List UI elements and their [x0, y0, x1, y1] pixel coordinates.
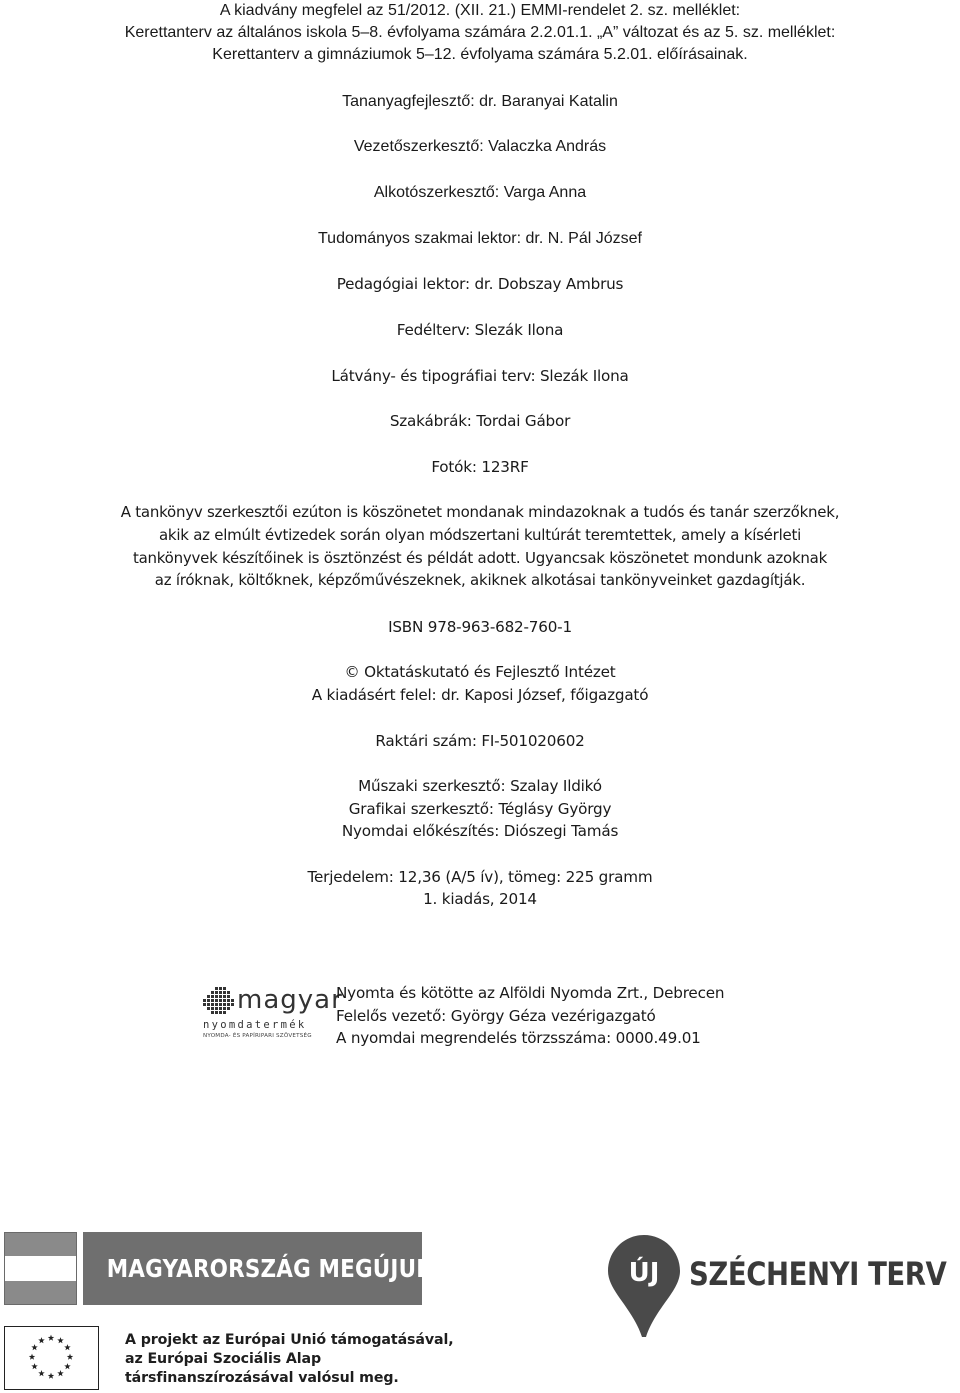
magyar-nyomdatermek-logo	[203, 985, 343, 1045]
mnt-word: magyar	[237, 985, 343, 1015]
eu-star	[31, 1344, 37, 1350]
editor-technical: Műszaki szerkesztő: Szalay Ildikó	[358, 777, 602, 795]
extent-size: Terjedelem: 12,36 (A/5 ív), tömeg: 225 gramm	[307, 868, 653, 886]
eu-star	[48, 1373, 54, 1379]
credit-vezeto: Vezetőszerkesztő: Valaczka András	[353, 138, 607, 155]
publisher-responsible: A kiadásért felel: dr. Kaposi József, főigazgató	[311, 686, 649, 704]
eu-funding-line-1: A projekt az Európai Unió támogatásával,	[125, 1332, 454, 1348]
stock-number: Raktári szám: FI-501020602	[375, 732, 585, 750]
eu-star	[29, 1354, 35, 1360]
decree-line-2: Kerettanterv az általános iskola 5–8. évfolyama számára 2.2.01.1. „A” változat és az 5. sz. melléklet:	[124, 24, 836, 41]
editor-prepress: Nyomdai előkészítés: Diószegi Tamás	[341, 822, 619, 840]
acknowledgement-line-4: az íróknak, költőknek, képzőművészeknek, akiknek alkotásai tankönyveinket gazdagítják.	[154, 571, 806, 589]
isbn: ISBN 978-963-682-760-1	[388, 618, 572, 636]
magyarorszag-megujul-banner	[83, 1232, 431, 1305]
credit-alkoto: Alkotószerkesztő: Varga Anna	[373, 184, 587, 201]
hungarian-flag-icon	[4, 1232, 77, 1305]
printing-manager: Felelős vezető: György Géza vezérigazgató	[336, 1006, 656, 1025]
eu-star	[67, 1354, 73, 1360]
credit-fotok: Fotók: 123RF	[431, 458, 529, 476]
print-grid-icon	[203, 987, 235, 1017]
eu-star	[31, 1363, 37, 1369]
eu-star	[38, 1337, 44, 1343]
mnt-tiny: NYOMDA- ÉS PAPÍRIPARI SZÖVETSÉG	[203, 1033, 312, 1039]
eu-flag	[4, 1326, 99, 1390]
magyarorszag-megujul-text: MAGYARORSZÁG MEGÚJUL	[106, 1254, 431, 1283]
printing-info	[336, 982, 724, 1050]
eu-star	[64, 1363, 70, 1369]
eu-funding-line-2: az Európai Szociális Alap	[125, 1351, 322, 1367]
eu-star	[57, 1337, 63, 1343]
uj-badge-text: ÚJ	[628, 1258, 660, 1288]
acknowledgement-line-1: A tankönyv szerkesztői ezúton is köszönetet mondanak mindazoknak a tudós és tanár szerzőknek,	[120, 503, 840, 521]
printing-printer: Nyomta és kötötte az Alföldi Nyomda Zrt., Debrecen	[336, 984, 725, 1002]
printing-order-number: A nyomdai megrendelés törzsszáma: 0000.49.01	[336, 1029, 701, 1047]
szechenyi-terv-text: SZÉCHENYI TERV	[689, 1255, 947, 1293]
credit-pedagogiai: Pedagógiai lektor: dr. Dobszay Ambrus	[336, 275, 624, 293]
acknowledgement-line-3: tankönyvek készítőinek is ösztönzést és példát adott. Ugyancsak köszönetet mondunk azoknak	[132, 549, 828, 567]
mnt-sub: nyomdatermék	[203, 1019, 307, 1031]
credit-latvany: Látvány- és tipográfiai terv: Slezák Ilona	[331, 367, 629, 385]
eu-star	[38, 1370, 44, 1376]
decree-line-3: Kerettanterv a gimnáziumok 5–12. évfolyama számára 5.2.01. előírásainak.	[212, 46, 748, 63]
eu-star	[48, 1335, 54, 1341]
publisher-copyright: © Oktatáskutató és Fejlesztő Intézet	[344, 663, 616, 681]
eu-funding-line-3: társfinanszírozásával valósul meg.	[125, 1370, 399, 1386]
eu-star	[64, 1344, 70, 1350]
credit-szakabrak: Szakábrák: Tordai Gábor	[389, 412, 571, 430]
eu-stars-icon	[5, 1327, 97, 1388]
eu-star	[57, 1370, 63, 1376]
decree-line-1: A kiadvány megfelel az 51/2012. (XII. 21.) EMMI-rendelet 2. sz. melléklet:	[219, 2, 741, 19]
credit-tananyag: Tananyagfejlesztő: dr. Baranyai Katalin	[342, 93, 618, 110]
acknowledgement-line-2: akik az elmúlt évtizedek során olyan módszertani kultúrát teremtettek, amely a kísérleti	[158, 526, 802, 544]
uj-szechenyi-pin-icon	[606, 1233, 682, 1341]
editor-graphic: Grafikai szerkesztő: Téglásy György	[348, 800, 612, 818]
credit-tudomanyos: Tudományos szakmai lektor: dr. N. Pál József	[318, 230, 642, 247]
extent-edition: 1. kiadás, 2014	[423, 890, 537, 908]
eu-funding-text	[125, 1331, 454, 1388]
credit-fedelterv: Fedélterv: Slezák Ilona	[396, 321, 564, 339]
